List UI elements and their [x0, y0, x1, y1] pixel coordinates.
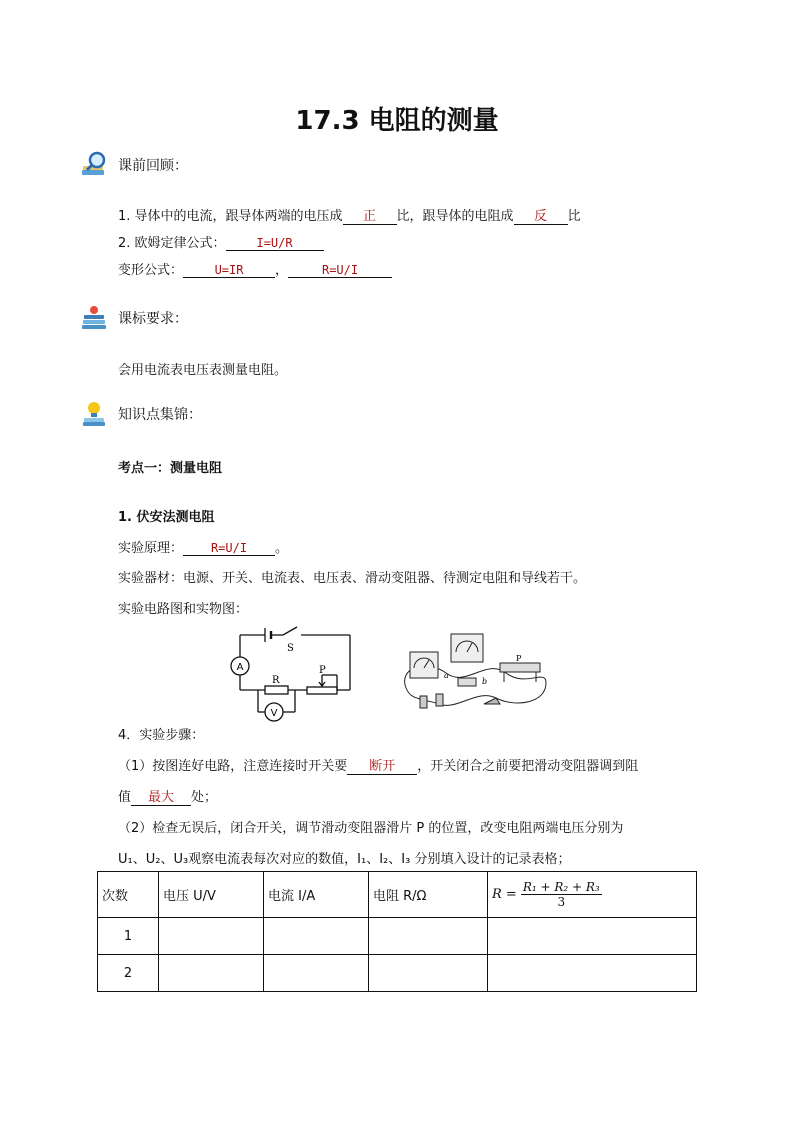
answer-blank: I=U/R: [226, 236, 324, 251]
standard-section-header: [80, 303, 188, 333]
header-cell: 次数: [98, 872, 159, 918]
review-heading: 课前回顾：: [118, 158, 188, 174]
step2-line1: （2）检查无误后，闭合开关，调节滑动变阻器滑片 P 的位置，改变电阻两端电压分别为: [118, 821, 624, 836]
principle-line: 实验原理： R=U/I 。: [118, 541, 289, 556]
switch-label: S: [287, 643, 294, 654]
answer-blank: U=IR: [183, 263, 275, 278]
header-cell: 电阻 R/Ω: [369, 872, 488, 918]
apparatus-picture: [396, 628, 556, 720]
slider-p-label: P: [516, 654, 522, 663]
table-row: [98, 918, 697, 955]
equipment-line: 实验器材：电源、开关、电流表、电压表、滑动变阻器、待测定电阻和导线若干。: [118, 571, 587, 586]
formula-denominator: 3: [557, 895, 566, 909]
step2-line2: U₁、U₂、U₃观察电流表每次对应的数值，I₁、I₂、I₃ 分别填入设计的记录表格；: [118, 852, 571, 867]
diagram-label: 实验电路图和实物图：: [118, 602, 249, 617]
table-header-row: [98, 872, 697, 918]
answer-blank: 正: [343, 205, 397, 225]
voltmeter-label: V: [270, 708, 278, 719]
answer-blank: 断开: [347, 755, 417, 775]
review-q2: 2. 欧姆定律公式： I=U/R: [118, 232, 324, 251]
header-cell: 电流 I/A: [264, 872, 369, 918]
page-title: 17.3 电阻的测量: [295, 106, 499, 136]
average-formula: R = $\frac{\text{R₁ + R₂ + R₃}}{3}$: [492, 880, 600, 909]
node-a-label: a: [444, 671, 449, 680]
table-row: [98, 955, 697, 992]
answer-blank: 反: [514, 205, 568, 225]
standard-heading: 课标要求：: [118, 311, 188, 327]
ammeter-label: A: [236, 662, 244, 673]
slider-label: P: [319, 665, 326, 676]
review-section-header: [80, 150, 188, 180]
method-heading: 1. 伏安法测电阻: [118, 510, 215, 525]
row-index: 1: [98, 918, 159, 955]
answer-blank: 最大: [131, 786, 191, 806]
knowledge-section-header: [80, 399, 202, 429]
record-table: [97, 871, 697, 992]
step1-line1: （1）按图连好电路，注意连接时开关要 断开 ，开关闭合之前要把滑动变阻器调到阻: [118, 755, 638, 775]
standard-text: 会用电流表电压表测量电阻。: [118, 363, 288, 378]
answer-blank: R=U/I: [288, 263, 392, 278]
formula-cell: [488, 872, 697, 918]
books-icon: [80, 303, 110, 333]
answer-blank: R=U/I: [183, 541, 275, 556]
magnifier-book-icon: [80, 150, 110, 180]
knowledge-heading: 知识点集锦：: [118, 407, 202, 423]
row-index: 2: [98, 955, 159, 992]
review-q3: 变形公式： U=IR ， R=U/I: [118, 259, 392, 278]
circuit-diagram: [225, 625, 365, 725]
lightbulb-books-icon: [80, 399, 110, 429]
resistor-label: R: [272, 675, 280, 686]
step1-line2: 值 最大 处；: [118, 786, 217, 806]
header-cell: 电压 U/V: [159, 872, 264, 918]
formula-numerator: R₁ + R₂ + R₃: [522, 880, 600, 894]
point-heading: 考点一：测量电阻: [118, 461, 223, 476]
review-q1: 1. 导体中的电流，跟导体两端的电压成 正 比，跟导体的电阻成 反 比: [118, 205, 581, 225]
steps-heading: 4．实验步骤：: [118, 728, 205, 743]
node-b-label: b: [482, 677, 488, 686]
